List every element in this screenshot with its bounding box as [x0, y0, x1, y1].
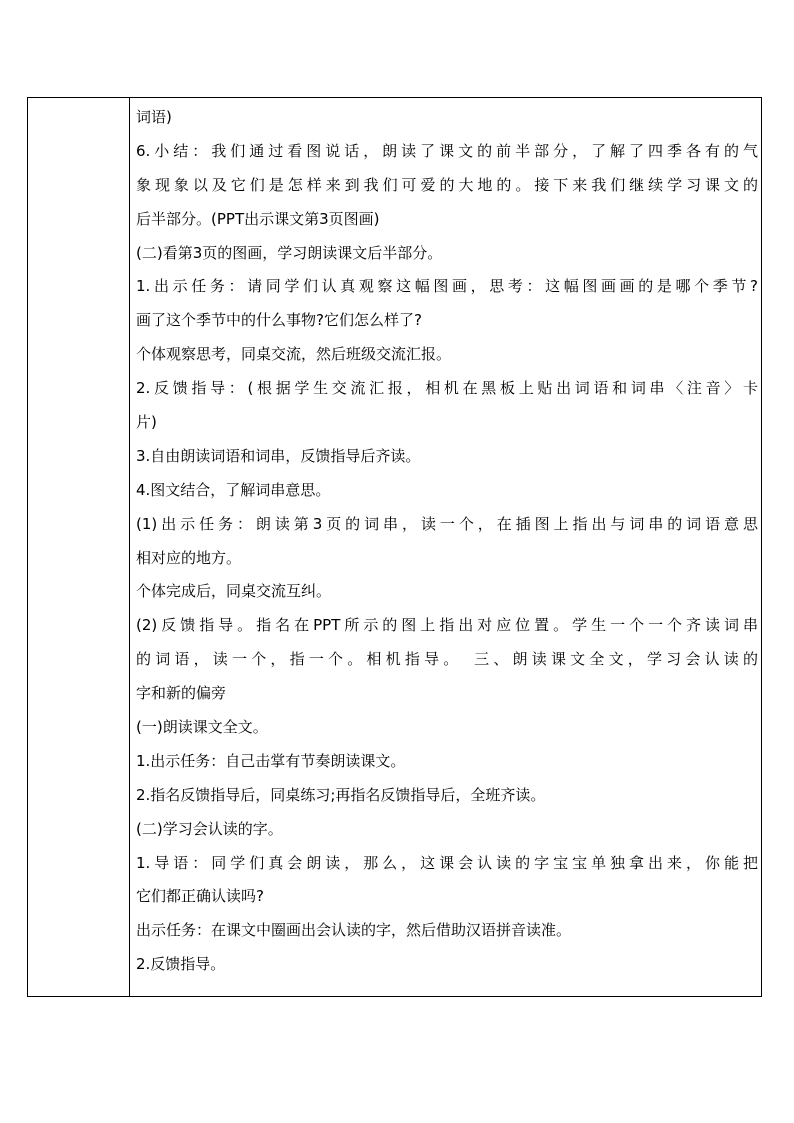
- text-line: 2.指名反馈指导后，同桌练习;再指名反馈指导后，全班齐读。: [136, 785, 546, 804]
- left-column-cell: [28, 98, 129, 996]
- text-line: 1.出示任务：请同学们认真观察这幅图画，思考：这幅图画画的是哪个季节?: [136, 277, 758, 296]
- column-divider: [129, 98, 130, 996]
- text-line: 1.导语：同学们真会朗读，那么，这课会认读的字宝宝单独拿出来，你能把: [136, 853, 758, 872]
- text-line: (1)出示任务：朗读第3页的词串，读一个，在插图上指出与词串的词语意思: [136, 514, 758, 533]
- text-line: 的词语，读一个，指一个。相机指导。 三、朗读课文全文，学习会认读的: [136, 650, 758, 669]
- text-line: 4.图文结合，了解词串意思。: [136, 480, 331, 499]
- text-line: 词语): [136, 108, 172, 126]
- text-line: 3.自由朗读词语和词串，反馈指导后齐读。: [136, 446, 421, 465]
- text-line: 2.反馈指导。: [136, 955, 226, 974]
- content-cell: [136, 101, 758, 982]
- text-line: (一)朗读课文全文。: [136, 718, 268, 737]
- text-line: 后半部分。(PPT出示课文第3页图画): [136, 209, 380, 228]
- text-line: 个体完成后，同桌交流互纠。: [136, 582, 332, 601]
- text-line: (二)看第3页的图画，学习朗读课文后半部分。: [136, 243, 443, 262]
- text-line: 个体观察思考，同桌交流，然后班级交流汇报。: [136, 345, 452, 364]
- text-line: 画了这个季节中的什么事物?它们怎么样了?: [136, 311, 422, 330]
- text-line: 2.反馈指导：(根据学生交流汇报，相机在黑板上贴出词语和词串〈注音〉卡: [136, 379, 758, 398]
- text-line: 1.出示任务：自己击掌有节奏朗读课文。: [136, 751, 406, 770]
- text-line: 相对应的地方。: [136, 548, 242, 567]
- text-line: (二)学习会认读的字。: [136, 819, 283, 838]
- text-line: 它们都正确认读吗?: [136, 887, 264, 906]
- text-line: 片): [136, 413, 157, 432]
- text-line: 象现象以及它们是怎样来到我们可爱的大地的。接下来我们继续学习课文的: [136, 175, 758, 194]
- text-line: (2)反馈指导。指名在PPT所示的图上指出对应位置。学生一个一个齐读词串: [136, 616, 758, 635]
- lesson-plan-table: [27, 97, 762, 997]
- text-line: 6.小结：我们通过看图说话，朗读了课文的前半部分，了解了四季各有的气: [136, 141, 758, 160]
- text-line: 字和新的偏旁: [136, 684, 227, 703]
- text-line: 出示任务：在课文中圈画出会认读的字，然后借助汉语拼音读准。: [136, 921, 572, 940]
